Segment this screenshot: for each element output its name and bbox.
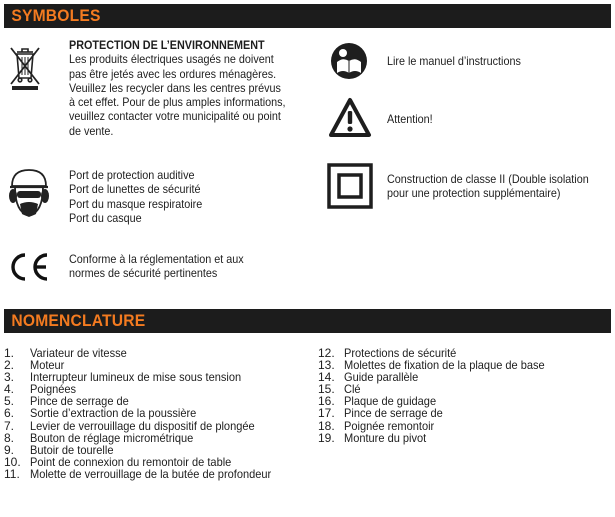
environment-line: Les produits électriques usagés ne doivent [69, 52, 274, 67]
environment-line: Veuillez les recycler dans les centres prévus [69, 80, 281, 95]
item-number: 2. [4, 358, 15, 373]
item-number: 16. [318, 394, 335, 409]
item-number: 15. [318, 382, 335, 397]
symbols-heading: SYMBOLES [11, 6, 101, 25]
item-label: Moteur [30, 358, 65, 373]
environment-line: de vente. [69, 123, 114, 138]
item-number: 10. [4, 454, 21, 469]
item-label: Molettes de fixation de la plaque de base [344, 358, 545, 373]
weee-bin-icon [8, 40, 42, 97]
warning-triangle-icon [328, 97, 372, 144]
nomenclature-right-list [318, 347, 562, 444]
item-label: Guide parallèle [344, 370, 419, 385]
item-number: 8. [4, 430, 15, 445]
item-number: 3. [4, 370, 15, 385]
class-ii-icon [327, 163, 373, 214]
list-item [318, 432, 562, 444]
item-label: Monture du pivot [344, 430, 427, 445]
item-number: 7. [4, 418, 15, 433]
nomenclature-heading-bar [4, 309, 611, 333]
nomenclature-heading: NOMENCLATURE [11, 311, 146, 330]
ppe-head-icon [6, 166, 52, 227]
class2-line: Construction de classe II (Double isolation [387, 172, 589, 186]
item-number: 18. [318, 418, 335, 433]
manual-text: Lire le manuel d’instructions [387, 54, 521, 68]
item-number: 1. [4, 346, 15, 360]
item-number: 9. [4, 442, 15, 457]
item-label: Sortie d’extraction de la poussière [30, 406, 197, 421]
list-item [4, 468, 292, 480]
item-label: Plaque de guidage [344, 394, 437, 409]
read-manual-icon [330, 42, 368, 85]
item-label: Bouton de réglage micrométrique [30, 430, 194, 445]
attention-text: Attention! [387, 112, 433, 126]
item-number: 5. [4, 394, 15, 409]
item-number: 14. [318, 370, 335, 385]
item-label: Point de connexion du remontoir de table [30, 454, 232, 469]
environment-block [69, 38, 286, 138]
environment-title: PROTECTION DE L’ENVIRONNEMENT [69, 38, 265, 52]
item-number: 6. [4, 406, 15, 421]
item-label: Pince de serrage de [344, 406, 443, 421]
item-label: Protections de sécurité [344, 346, 457, 360]
item-number: 19. [318, 430, 335, 445]
ce-mark-icon [7, 252, 51, 287]
environment-line: pas être jetés avec les ordures ménagères. [69, 66, 277, 81]
ppe-line: Port de protection auditive [69, 168, 195, 182]
item-label: Molette de verrouillage de la butée de profondeur [30, 466, 272, 481]
item-number: 12. [318, 346, 335, 360]
item-number: 13. [318, 358, 335, 373]
nomenclature-left-list [4, 347, 292, 480]
ppe-line: Port du casque [69, 210, 142, 225]
item-label: Butoir de tourelle [30, 442, 114, 457]
ppe-block [69, 168, 202, 225]
ce-line: normes de sécurité pertinentes [69, 266, 218, 281]
class2-block [387, 172, 589, 201]
item-label: Interrupteur lumineux de mise sous tension [30, 370, 242, 385]
item-label: Poignées [30, 382, 77, 397]
class2-line: pour une protection supplémentaire) [387, 186, 561, 201]
item-label: Levier de verrouillage du dispositif de plongée [30, 418, 255, 433]
environment-line: veuillez contacter votre municipalité ou point [69, 109, 281, 124]
item-number: 17. [318, 406, 335, 421]
symbols-heading-bar [4, 4, 611, 28]
item-label: Pince de serrage de [30, 394, 129, 409]
item-label: Poignée remontoir [344, 418, 435, 433]
item-number: 11. [4, 466, 20, 481]
item-label: Clé [344, 382, 361, 397]
item-label: Variateur de vitesse [30, 346, 127, 360]
environment-line: à cet effet. Pour de plus amples informations, [69, 95, 286, 110]
ppe-line: Port de lunettes de sécurité [69, 182, 201, 197]
ppe-line: Port du masque respiratoire [69, 196, 203, 211]
item-number: 4. [4, 382, 15, 397]
ce-line: Conforme à la réglementation et aux [69, 252, 244, 266]
ce-block [69, 252, 244, 281]
